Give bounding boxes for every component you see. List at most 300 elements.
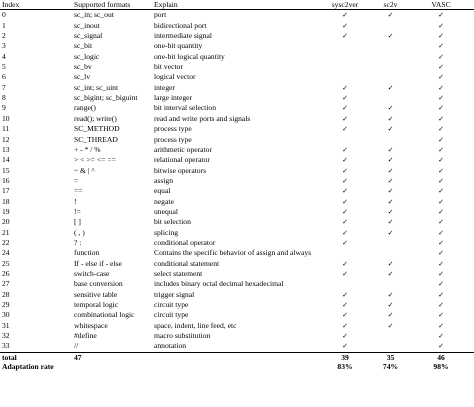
sc2v-cell bbox=[373, 269, 408, 279]
check-mark-icon: ✓ bbox=[438, 332, 444, 341]
total-row bbox=[0, 352, 474, 362]
check-mark-icon: ✓ bbox=[342, 218, 348, 227]
vasc-cell bbox=[408, 155, 474, 165]
sysc2ver-cell bbox=[317, 145, 373, 155]
rate-sc2v: 74% bbox=[382, 362, 399, 372]
index-cell: 6 bbox=[2, 72, 6, 82]
explain-cell: assign bbox=[154, 175, 173, 185]
index-cell: 1 bbox=[2, 20, 6, 30]
total-sysc2ver: 39 bbox=[317, 352, 373, 362]
explain-cell: bit vector bbox=[154, 62, 183, 72]
header-vasc: VASC bbox=[408, 0, 474, 10]
vasc-cell bbox=[408, 31, 474, 41]
vasc-cell bbox=[408, 10, 474, 21]
sc2v-cell bbox=[373, 310, 408, 320]
sc2v-cell bbox=[373, 41, 408, 51]
sysc2ver-cell bbox=[317, 290, 373, 300]
check-mark-icon: ✓ bbox=[342, 125, 348, 134]
format-cell: whitespace bbox=[74, 320, 108, 330]
explain-cell: negate bbox=[154, 196, 174, 206]
format-cell: sc_signal bbox=[74, 31, 103, 41]
table-row bbox=[0, 135, 474, 145]
total-vasc: 46 bbox=[408, 352, 474, 362]
index-cell: 16 bbox=[2, 175, 10, 185]
table-row bbox=[0, 290, 474, 300]
index-cell: 30 bbox=[2, 310, 10, 320]
table-row bbox=[0, 321, 474, 331]
index-cell: 3 bbox=[2, 41, 6, 51]
format-cell: function bbox=[74, 248, 100, 258]
table-row bbox=[0, 83, 474, 93]
sysc2ver-cell bbox=[317, 269, 373, 279]
rate-format-cell bbox=[72, 362, 152, 371]
index-cell: 19 bbox=[2, 206, 10, 216]
format-cell: ~ & | ^ bbox=[74, 165, 95, 175]
explain-cell: splicing bbox=[154, 227, 179, 237]
sysc2ver-cell bbox=[317, 176, 373, 186]
table-row bbox=[0, 248, 474, 258]
vasc-cell bbox=[408, 310, 474, 320]
index-cell: 10 bbox=[2, 113, 10, 123]
format-cell: // bbox=[74, 341, 79, 351]
check-mark-icon: ✓ bbox=[438, 207, 444, 216]
check-mark-icon: ✓ bbox=[438, 311, 444, 320]
check-mark-icon: ✓ bbox=[387, 125, 394, 134]
table-row bbox=[0, 238, 474, 248]
check-mark-icon: ✓ bbox=[438, 166, 444, 175]
sysc2ver-cell bbox=[317, 217, 373, 227]
sc2v-cell bbox=[373, 228, 408, 238]
total-label: total bbox=[0, 352, 72, 362]
check-mark-icon: ✓ bbox=[342, 166, 348, 175]
check-mark-icon: ✓ bbox=[387, 269, 394, 278]
vasc-cell bbox=[408, 238, 474, 248]
check-mark-icon: ✓ bbox=[387, 11, 394, 20]
sc2v-cell bbox=[373, 135, 408, 145]
check-mark-icon: ✓ bbox=[342, 83, 348, 92]
sc2v-cell bbox=[373, 321, 408, 331]
check-mark-icon: ✓ bbox=[387, 290, 394, 299]
format-cell: sensitive table bbox=[74, 289, 118, 299]
explain-cell: read and write ports and signals bbox=[154, 113, 251, 123]
sc2v-cell bbox=[373, 166, 408, 176]
table-body bbox=[0, 10, 474, 352]
table-row bbox=[0, 31, 474, 41]
check-mark-icon: ✓ bbox=[438, 21, 444, 30]
format-cell: sc_inout bbox=[74, 20, 100, 30]
check-mark-icon: ✓ bbox=[438, 11, 444, 20]
sc2v-cell bbox=[373, 290, 408, 300]
check-mark-icon: ✓ bbox=[342, 187, 348, 196]
check-mark-icon: ✓ bbox=[342, 259, 348, 268]
check-mark-icon: ✓ bbox=[387, 207, 394, 216]
check-mark-icon: ✓ bbox=[438, 104, 444, 113]
vasc-cell bbox=[408, 21, 474, 31]
check-mark-icon: ✓ bbox=[342, 21, 348, 30]
sysc2ver-cell bbox=[317, 93, 373, 103]
explain-cell: relational operator bbox=[154, 155, 210, 165]
check-mark-icon: ✓ bbox=[342, 11, 348, 20]
sysc2ver-cell bbox=[317, 228, 373, 238]
table-row bbox=[0, 269, 474, 279]
vasc-cell bbox=[408, 176, 474, 186]
sc2v-cell bbox=[373, 248, 408, 258]
vasc-cell bbox=[408, 103, 474, 113]
format-cell: = bbox=[74, 175, 79, 185]
explain-cell: annotation bbox=[154, 341, 187, 351]
vasc-cell bbox=[408, 217, 474, 227]
check-mark-icon: ✓ bbox=[438, 290, 444, 299]
explain-cell: logical vector bbox=[154, 72, 196, 82]
index-cell: 22 bbox=[2, 237, 10, 247]
check-mark-icon: ✓ bbox=[342, 156, 348, 165]
index-cell: 12 bbox=[2, 134, 10, 144]
check-mark-icon: ✓ bbox=[438, 301, 444, 310]
check-mark-icon: ✓ bbox=[438, 32, 444, 41]
table-row bbox=[0, 176, 474, 186]
check-mark-icon: ✓ bbox=[387, 114, 394, 123]
index-cell: 33 bbox=[2, 341, 10, 351]
sc2v-cell bbox=[373, 114, 408, 124]
format-cell: SC_THREAD bbox=[74, 134, 118, 144]
index-cell: 20 bbox=[2, 217, 10, 227]
sysc2ver-cell bbox=[317, 310, 373, 320]
format-cell: combinational logic bbox=[74, 310, 135, 320]
table-row bbox=[0, 279, 474, 289]
index-cell: 0 bbox=[2, 10, 6, 20]
sc2v-cell bbox=[373, 176, 408, 186]
explain-cell: conditional operator bbox=[154, 237, 216, 247]
explain-cell: bitwise operators bbox=[154, 165, 207, 175]
check-mark-icon: ✓ bbox=[438, 218, 444, 227]
sc2v-cell bbox=[373, 52, 408, 62]
table-row bbox=[0, 331, 474, 341]
sysc2ver-cell bbox=[317, 331, 373, 341]
sc2v-cell bbox=[373, 207, 408, 217]
format-cell: sc_bit bbox=[74, 41, 93, 51]
format-cell: #define bbox=[74, 331, 97, 341]
total-format-count: 47 bbox=[72, 352, 152, 362]
check-mark-icon: ✓ bbox=[438, 197, 444, 206]
check-mark-icon: ✓ bbox=[438, 145, 444, 154]
format-cell: base conversion bbox=[74, 279, 123, 289]
explain-cell: integer bbox=[154, 82, 176, 92]
vasc-cell bbox=[408, 269, 474, 279]
table-row bbox=[0, 207, 474, 217]
check-mark-icon: ✓ bbox=[387, 311, 394, 320]
index-cell: 13 bbox=[2, 144, 10, 154]
explain-cell: trigger signal bbox=[154, 289, 195, 299]
check-mark-icon: ✓ bbox=[342, 342, 348, 351]
sc2v-cell bbox=[373, 62, 408, 72]
vasc-cell bbox=[408, 321, 474, 331]
explain-cell: process type bbox=[154, 134, 192, 144]
format-cell: [ ] bbox=[74, 217, 81, 227]
table-row bbox=[0, 341, 474, 352]
sc2v-cell bbox=[373, 72, 408, 82]
sysc2ver-cell bbox=[317, 155, 373, 165]
explain-cell: arithmetic operator bbox=[154, 144, 212, 154]
check-mark-icon: ✓ bbox=[342, 176, 348, 185]
sysc2ver-cell bbox=[317, 135, 373, 145]
format-cell: If - else if - else bbox=[74, 258, 122, 268]
header-index: Index bbox=[0, 0, 72, 10]
vasc-cell bbox=[408, 207, 474, 217]
sc2v-cell bbox=[373, 217, 408, 227]
check-mark-icon: ✓ bbox=[342, 290, 348, 299]
table-row bbox=[0, 62, 474, 72]
check-mark-icon: ✓ bbox=[342, 94, 348, 103]
check-mark-icon: ✓ bbox=[438, 135, 444, 144]
explain-cell: circuit type bbox=[154, 310, 189, 320]
check-mark-icon: ✓ bbox=[387, 197, 394, 206]
check-mark-icon: ✓ bbox=[438, 94, 444, 103]
index-cell: 27 bbox=[2, 279, 10, 289]
table-row bbox=[0, 41, 474, 51]
check-mark-icon: ✓ bbox=[387, 187, 394, 196]
rate-vasc: 98% bbox=[433, 362, 449, 372]
explain-cell: one-bit quantity bbox=[154, 41, 203, 51]
check-mark-icon: ✓ bbox=[342, 145, 348, 154]
format-cell: sc_int; sc_uint bbox=[74, 82, 119, 92]
sysc2ver-cell bbox=[317, 103, 373, 113]
table-row bbox=[0, 300, 474, 310]
total-explain-cell bbox=[152, 352, 317, 362]
check-mark-icon: ✓ bbox=[438, 156, 444, 165]
sc2v-cell bbox=[373, 279, 408, 289]
sc2v-cell bbox=[373, 197, 408, 207]
format-cell: SC_METHOD bbox=[74, 124, 120, 134]
check-mark-icon: ✓ bbox=[342, 238, 348, 247]
explain-cell: select statement bbox=[154, 268, 203, 278]
vasc-cell bbox=[408, 259, 474, 269]
index-cell: 4 bbox=[2, 51, 6, 61]
index-cell: 2 bbox=[2, 31, 6, 41]
check-mark-icon: ✓ bbox=[438, 176, 444, 185]
index-cell: 32 bbox=[2, 331, 10, 341]
check-mark-icon: ✓ bbox=[438, 249, 444, 258]
sysc2ver-cell bbox=[317, 41, 373, 51]
explain-cell: one-bit logical quantity bbox=[154, 51, 225, 61]
sysc2ver-cell bbox=[317, 207, 373, 217]
check-mark-icon: ✓ bbox=[387, 145, 394, 154]
explain-cell: conditional statement bbox=[154, 258, 220, 268]
sc2v-cell bbox=[373, 259, 408, 269]
check-mark-icon: ✓ bbox=[387, 228, 394, 237]
sc2v-cell bbox=[373, 331, 408, 341]
explain-cell: port bbox=[154, 10, 167, 20]
sysc2ver-cell bbox=[317, 72, 373, 82]
sysc2ver-cell bbox=[317, 321, 373, 331]
index-cell: 31 bbox=[2, 320, 10, 330]
index-cell: 8 bbox=[2, 93, 6, 103]
adaptation-rate-row bbox=[0, 362, 474, 371]
check-mark-icon: ✓ bbox=[342, 269, 348, 278]
format-cell: ? : bbox=[74, 237, 82, 247]
vasc-cell bbox=[408, 300, 474, 310]
check-mark-icon: ✓ bbox=[342, 104, 348, 113]
format-cell: switch-case bbox=[74, 268, 110, 278]
check-mark-icon: ✓ bbox=[438, 269, 444, 278]
sc2v-cell bbox=[373, 124, 408, 134]
format-cell: sc_bigint; sc_biguint bbox=[74, 93, 138, 103]
index-cell: 18 bbox=[2, 196, 10, 206]
index-cell: 25 bbox=[2, 258, 10, 268]
sysc2ver-cell bbox=[317, 83, 373, 93]
vasc-cell bbox=[408, 197, 474, 207]
vasc-cell bbox=[408, 135, 474, 145]
index-cell: 28 bbox=[2, 289, 10, 299]
sc2v-cell bbox=[373, 21, 408, 31]
check-mark-icon: ✓ bbox=[387, 83, 394, 92]
header-sysc2ver: sysc2ver bbox=[317, 0, 373, 10]
check-mark-icon: ✓ bbox=[342, 114, 348, 123]
sysc2ver-cell bbox=[317, 279, 373, 289]
check-mark-icon: ✓ bbox=[387, 218, 394, 227]
check-mark-icon: ✓ bbox=[438, 42, 444, 51]
check-mark-icon: ✓ bbox=[342, 228, 348, 237]
sc2v-cell bbox=[373, 186, 408, 196]
check-mark-icon: ✓ bbox=[438, 187, 444, 196]
vasc-cell bbox=[408, 166, 474, 176]
adaptation-rate-label: Adaptation rate bbox=[2, 362, 54, 372]
explain-cell: macro substitution bbox=[154, 331, 211, 341]
explain-cell: bit selection bbox=[154, 217, 191, 227]
rate-sysc2ver: 83% bbox=[337, 362, 353, 372]
check-mark-icon: ✓ bbox=[387, 156, 394, 165]
check-mark-icon: ✓ bbox=[342, 321, 348, 330]
sysc2ver-cell bbox=[317, 62, 373, 72]
vasc-cell bbox=[408, 114, 474, 124]
check-mark-icon: ✓ bbox=[438, 228, 444, 237]
explain-cell: large integer bbox=[154, 93, 193, 103]
check-mark-icon: ✓ bbox=[342, 301, 348, 310]
explain-cell: intermediate signal bbox=[154, 31, 212, 41]
sysc2ver-cell bbox=[317, 197, 373, 207]
sysc2ver-cell bbox=[317, 259, 373, 269]
check-mark-icon: ✓ bbox=[342, 207, 348, 216]
explain-cell: space, indent, line feed, etc bbox=[154, 320, 237, 330]
table-row bbox=[0, 145, 474, 155]
sysc2ver-cell bbox=[317, 341, 373, 352]
sc2v-cell bbox=[373, 93, 408, 103]
explain-cell: Contains the specific behavior of assign and always bbox=[154, 248, 312, 258]
table-row bbox=[0, 197, 474, 207]
explain-cell: includes binary octal decimal hexadecimal bbox=[154, 279, 284, 289]
check-mark-icon: ✓ bbox=[387, 104, 394, 113]
index-cell: 17 bbox=[2, 186, 10, 196]
total-sc2v: 35 bbox=[373, 352, 408, 362]
check-mark-icon: ✓ bbox=[438, 238, 444, 247]
check-mark-icon: ✓ bbox=[438, 321, 444, 330]
table-row bbox=[0, 124, 474, 134]
check-mark-icon: ✓ bbox=[438, 63, 444, 72]
explain-cell: circuit type bbox=[154, 300, 189, 310]
check-mark-icon: ✓ bbox=[438, 52, 444, 61]
sysc2ver-cell bbox=[317, 300, 373, 310]
check-mark-icon: ✓ bbox=[342, 197, 348, 206]
sc2v-cell bbox=[373, 238, 408, 248]
index-cell: 11 bbox=[2, 124, 10, 134]
format-cell: sc_in; sc_out bbox=[74, 10, 114, 20]
table-row bbox=[0, 217, 474, 227]
check-mark-icon: ✓ bbox=[438, 259, 444, 268]
sc2v-cell bbox=[373, 155, 408, 165]
check-mark-icon: ✓ bbox=[387, 321, 394, 330]
check-mark-icon: ✓ bbox=[387, 259, 394, 268]
vasc-cell bbox=[408, 41, 474, 51]
header-sc2v: sc2v bbox=[373, 0, 408, 10]
explain-cell: unequal bbox=[154, 206, 179, 216]
vasc-cell bbox=[408, 93, 474, 103]
format-cell: read(); write() bbox=[74, 113, 117, 123]
table-row bbox=[0, 72, 474, 82]
sysc2ver-cell bbox=[317, 248, 373, 258]
table-row bbox=[0, 114, 474, 124]
vasc-cell bbox=[408, 228, 474, 238]
vasc-cell bbox=[408, 248, 474, 258]
sysc2ver-cell bbox=[317, 166, 373, 176]
header-explain: Explain bbox=[152, 0, 317, 10]
index-cell: 24 bbox=[2, 248, 10, 258]
format-cell: ( , ) bbox=[74, 227, 85, 237]
explain-cell: bit interval selection bbox=[154, 103, 216, 113]
check-mark-icon: ✓ bbox=[387, 176, 394, 185]
index-cell: 15 bbox=[2, 165, 10, 175]
table-header-row bbox=[0, 0, 474, 10]
sc2v-cell bbox=[373, 341, 408, 352]
table-row bbox=[0, 310, 474, 320]
vasc-cell bbox=[408, 290, 474, 300]
check-mark-icon: ✓ bbox=[387, 301, 394, 310]
table-row bbox=[0, 166, 474, 176]
sc2v-cell bbox=[373, 83, 408, 93]
vasc-cell bbox=[408, 62, 474, 72]
format-cell: != bbox=[74, 206, 81, 216]
sysc2ver-cell bbox=[317, 114, 373, 124]
sysc2ver-cell bbox=[317, 52, 373, 62]
check-mark-icon: ✓ bbox=[438, 114, 444, 123]
check-mark-icon: ✓ bbox=[438, 73, 444, 82]
vasc-cell bbox=[408, 331, 474, 341]
check-mark-icon: ✓ bbox=[438, 342, 444, 351]
index-cell: 5 bbox=[2, 62, 6, 72]
explain-cell: bidirectional port bbox=[154, 20, 207, 30]
check-mark-icon: ✓ bbox=[387, 166, 394, 175]
table-row bbox=[0, 103, 474, 113]
table-row bbox=[0, 21, 474, 31]
format-cell: ! bbox=[74, 196, 77, 206]
table-row bbox=[0, 259, 474, 269]
index-cell: 21 bbox=[2, 227, 10, 237]
sysc2ver-cell bbox=[317, 21, 373, 31]
sysc2ver-cell bbox=[317, 186, 373, 196]
sc2v-cell bbox=[373, 300, 408, 310]
vasc-cell bbox=[408, 83, 474, 93]
format-cell: range() bbox=[74, 103, 96, 113]
explain-cell: process type bbox=[154, 124, 192, 134]
vasc-cell bbox=[408, 52, 474, 62]
sc2v-cell bbox=[373, 103, 408, 113]
sc2v-cell bbox=[373, 145, 408, 155]
check-mark-icon: ✓ bbox=[342, 332, 348, 341]
vasc-cell bbox=[408, 186, 474, 196]
check-mark-icon: ✓ bbox=[342, 32, 348, 41]
sc2v-cell bbox=[373, 31, 408, 41]
table-row bbox=[0, 155, 474, 165]
index-cell: 14 bbox=[2, 155, 10, 165]
format-cell: sc_bv bbox=[74, 62, 92, 72]
